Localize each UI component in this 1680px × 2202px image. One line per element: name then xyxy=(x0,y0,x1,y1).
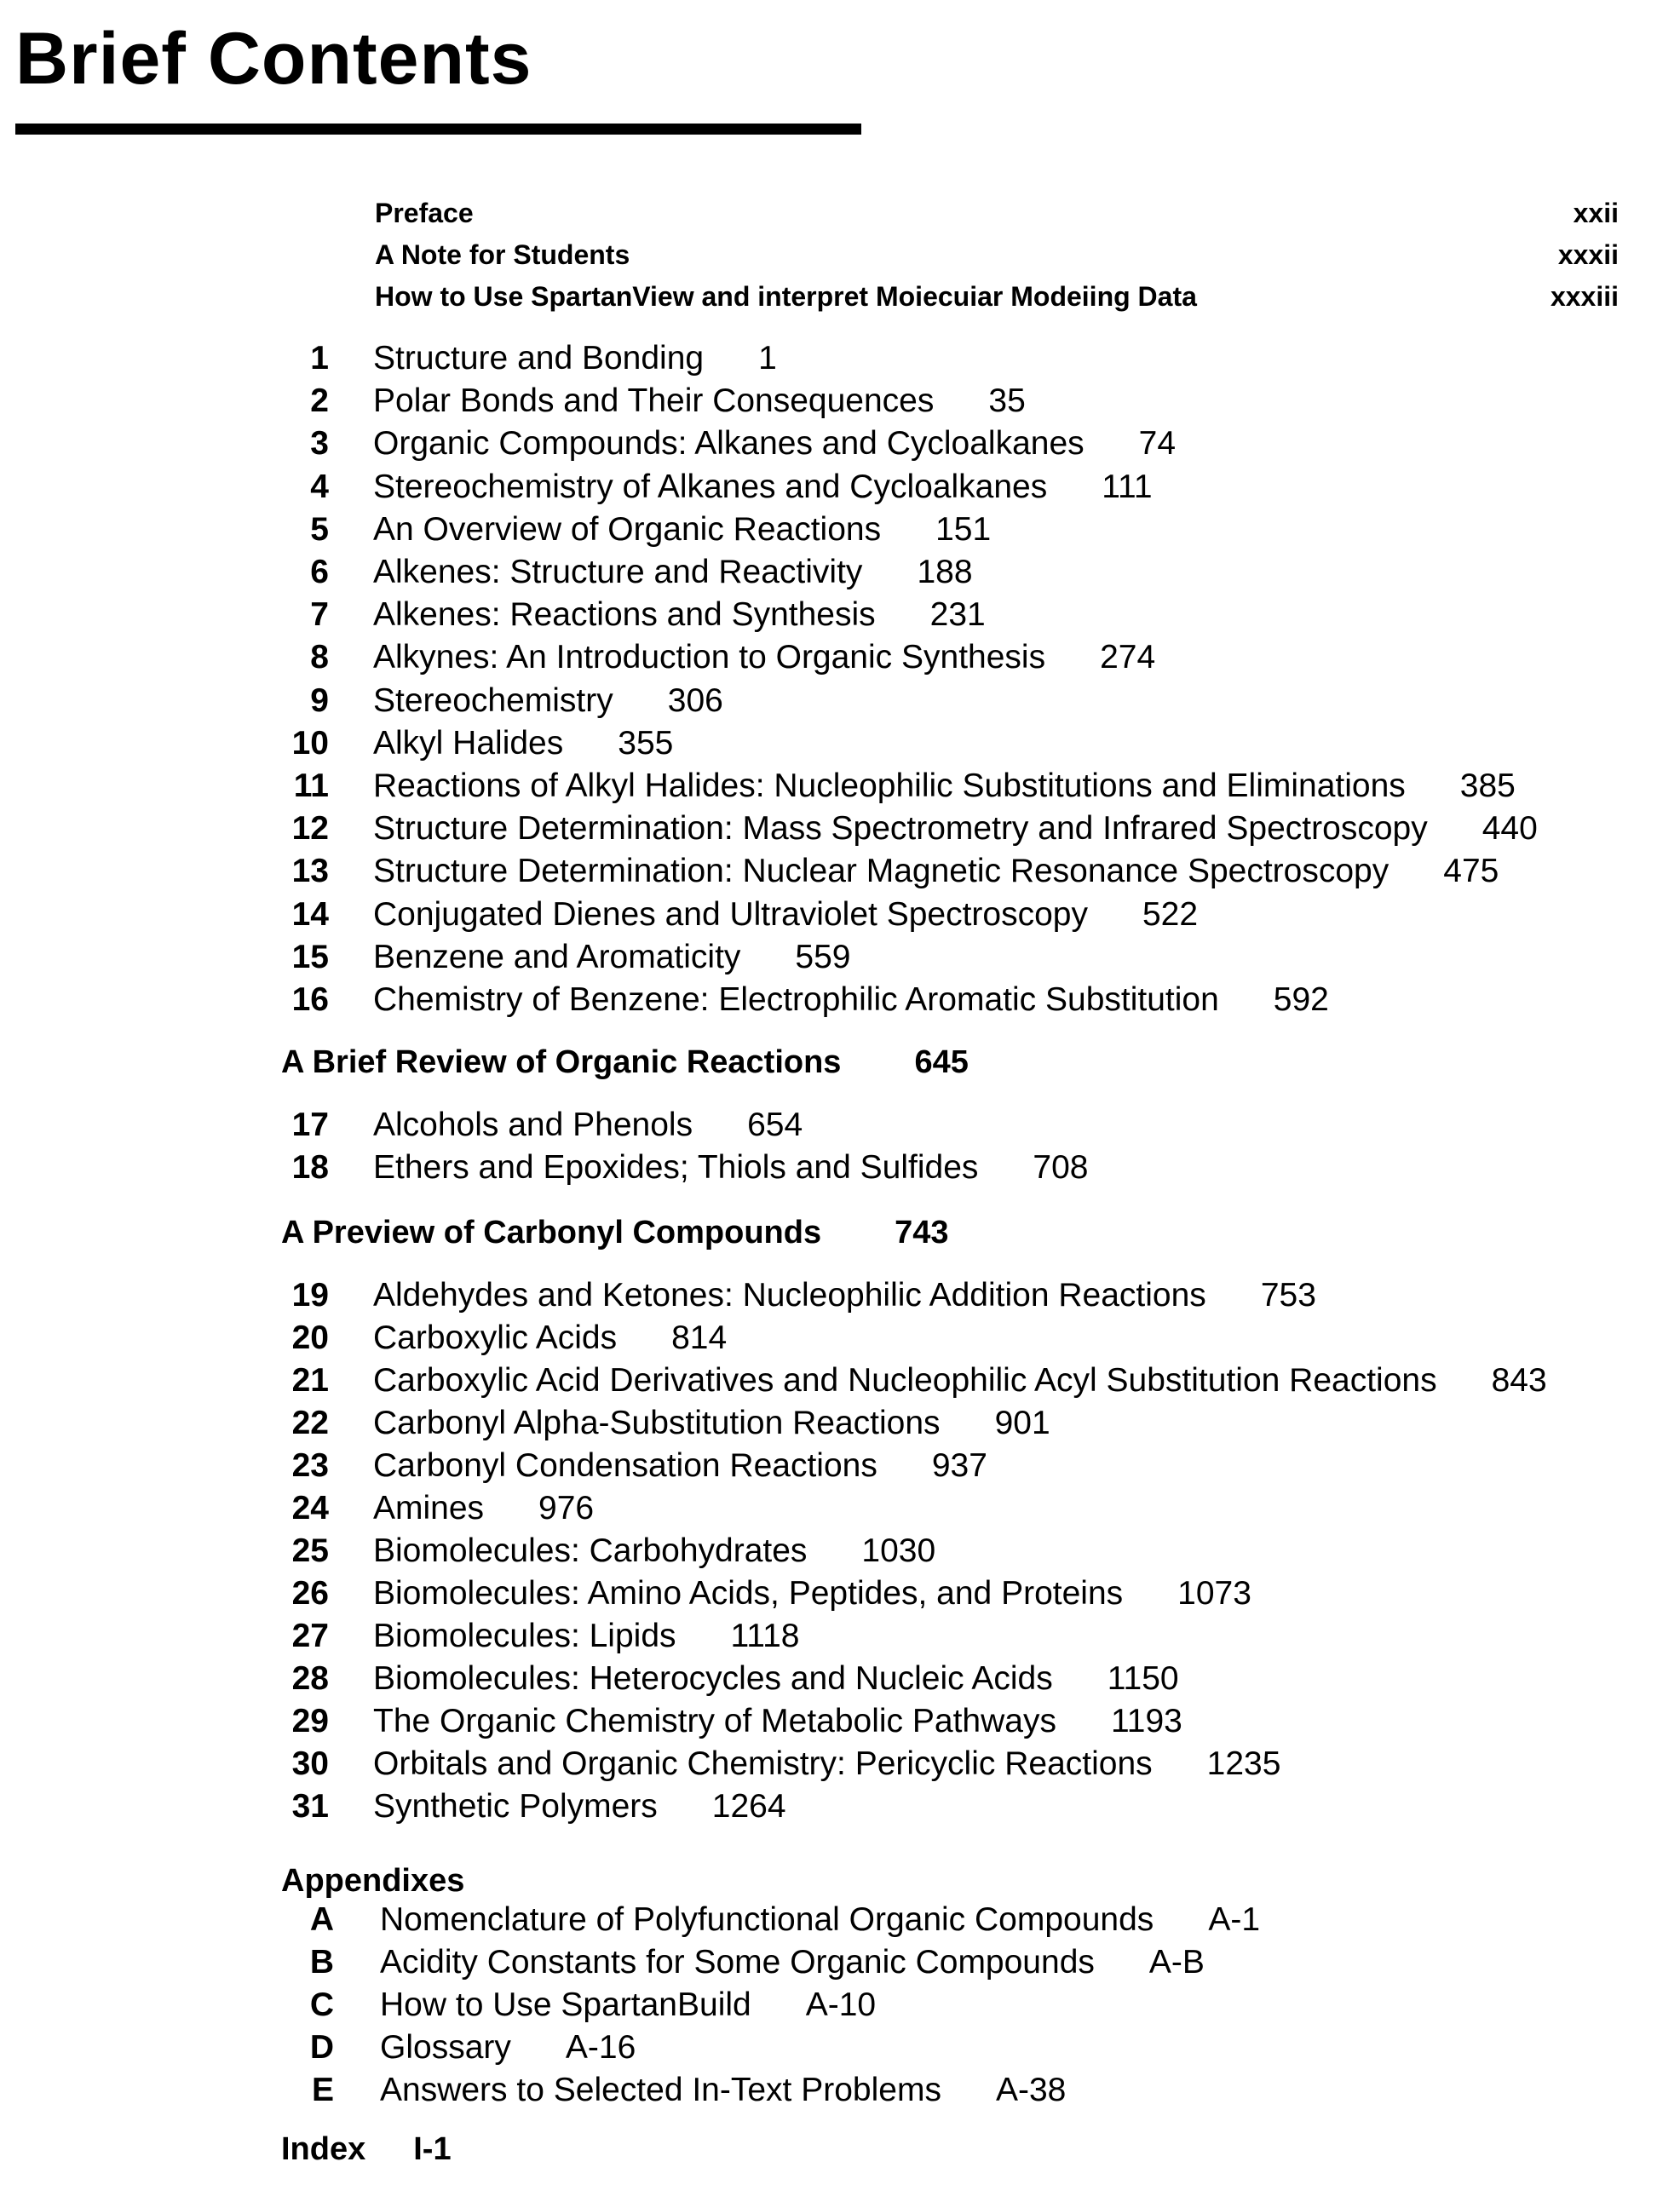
entry-page: A-10 xyxy=(805,1986,877,2023)
entry-number: 24 xyxy=(291,1490,329,1526)
entry-title: Aldehydes and Ketones: Nucleophilic Addition Reactions xyxy=(373,1277,1206,1314)
entry-page: 753 xyxy=(1260,1277,1316,1314)
entry-number: 2 xyxy=(310,382,329,420)
entry-number: 18 xyxy=(291,1149,329,1186)
entry-title: Preface xyxy=(375,198,474,228)
entry-page: 475 xyxy=(1443,853,1499,890)
entry-text xyxy=(373,1360,1547,1402)
entry-text xyxy=(373,808,1538,850)
entry-number: 23 xyxy=(291,1447,329,1484)
entry-title: Carboxylic Acid Derivatives and Nucleophilic Acyl Substitution Reactions xyxy=(373,1362,1437,1399)
entry-title: Stereochemistry xyxy=(373,681,613,719)
entry-text xyxy=(373,979,1329,1021)
entry-number: 12 xyxy=(291,810,329,848)
entry-title: Amines xyxy=(373,1490,485,1526)
entry-title: Glossary xyxy=(380,2029,511,2066)
entry-text xyxy=(380,2069,1066,2112)
entry-title: Carbonyl Alpha-Substitution Reactions xyxy=(373,1405,941,1441)
entry-page: A-1 xyxy=(1208,1901,1261,1938)
entry-page: 901 xyxy=(994,1405,1050,1441)
entry-number: 7 xyxy=(310,596,329,634)
entry-text xyxy=(373,1785,786,1828)
entry-title: Stereochemistry of Alkanes and Cycloalkanes xyxy=(373,468,1048,505)
title-rule xyxy=(15,124,861,135)
entry-number: 9 xyxy=(310,681,329,719)
entry-page: 559 xyxy=(795,938,851,975)
section-title: A Preview of Carbonyl Compounds xyxy=(281,1215,822,1250)
entry-text xyxy=(373,1487,594,1530)
entry-number: 21 xyxy=(291,1362,329,1399)
entry-title: Structure and Bonding xyxy=(373,340,705,377)
entry-title: An Overview of Organic Reactions xyxy=(373,510,882,548)
entry-text xyxy=(373,1530,935,1572)
entry-page: 440 xyxy=(1482,810,1538,848)
entry-number: 27 xyxy=(291,1618,329,1654)
entry-number: 20 xyxy=(291,1319,329,1356)
entry-text xyxy=(373,1147,1088,1189)
entry-page: 1 xyxy=(758,340,777,377)
entry-title: Biomolecules: Carbohydrates xyxy=(373,1532,808,1569)
entry-title: Alkenes: Reactions and Synthesis xyxy=(373,596,876,634)
section-review-heading xyxy=(281,1041,969,1084)
entry-number: C xyxy=(309,1986,334,2023)
entry-text xyxy=(373,1572,1251,1615)
entry-title: Conjugated Dienes and Ultraviolet Spectroscopy xyxy=(373,895,1088,933)
entry-title: A Note for Students xyxy=(375,239,630,270)
entry-page: 35 xyxy=(988,382,1026,420)
front-matter-entry xyxy=(375,194,1619,232)
section-title: A Brief Review of Organic Reactions xyxy=(281,1044,842,1080)
appendixes-heading: Appendixes xyxy=(281,1863,465,1899)
entry-number: 1 xyxy=(310,340,329,377)
entry-number: 13 xyxy=(291,853,329,890)
entry-text xyxy=(373,936,851,979)
entry-text xyxy=(373,423,1176,465)
entry-text xyxy=(373,594,986,636)
entry-title: The Organic Chemistry of Metabolic Pathways xyxy=(373,1703,1056,1739)
entry-text xyxy=(373,765,1516,808)
entry-page: 151 xyxy=(935,510,992,548)
entry-text xyxy=(380,1899,1260,1941)
entry-text xyxy=(373,1658,1179,1700)
entry-number: 29 xyxy=(291,1703,329,1739)
section-page: 743 xyxy=(895,1215,949,1250)
entry-page: 306 xyxy=(667,681,723,719)
entry-text xyxy=(373,850,1499,893)
entry-title: Polar Bonds and Their Consequences xyxy=(373,382,935,420)
entry-number: 3 xyxy=(310,425,329,463)
entry-number: 16 xyxy=(291,981,329,1018)
entry-number: 14 xyxy=(291,895,329,933)
entry-text xyxy=(373,1274,1316,1317)
entry-page: 708 xyxy=(1033,1149,1089,1186)
entry-text xyxy=(380,1984,876,2027)
entry-title: Alkynes: An Introduction to Organic Synthesis xyxy=(373,639,1046,676)
entry-number: 22 xyxy=(291,1405,329,1441)
entry-title: Acidity Constants for Some Organic Compounds xyxy=(380,1944,1095,1981)
entry-page: 1150 xyxy=(1107,1660,1179,1697)
entry-number: 15 xyxy=(291,938,329,975)
entry-number: 26 xyxy=(291,1575,329,1612)
entry-number: 28 xyxy=(291,1660,329,1697)
entry-text xyxy=(373,636,1155,679)
entry-page: xxxii xyxy=(1557,239,1619,270)
entry-title: Biomolecules: Lipids xyxy=(373,1618,676,1654)
page-title: Brief Contents xyxy=(15,18,532,100)
entry-title: Structure Determination: Mass Spectrometry and Infrared Spectroscopy xyxy=(373,810,1428,848)
entry-number: 11 xyxy=(293,768,329,804)
section-page: 645 xyxy=(914,1044,969,1080)
index-title: Index xyxy=(281,2131,366,2167)
entry-page: A-B xyxy=(1148,1944,1205,1981)
entry-title: Biomolecules: Amino Acids, Peptides, and Proteins xyxy=(373,1575,1124,1612)
entry-title: Answers to Selected In-Text Problems xyxy=(380,2072,941,2108)
entry-text xyxy=(373,1317,727,1360)
entry-text xyxy=(373,1402,1050,1445)
entry-page: 355 xyxy=(618,724,674,762)
entry-title: Ethers and Epoxides; Thiols and Sulfides xyxy=(373,1149,979,1186)
index-page: I-1 xyxy=(413,2131,452,2167)
entry-number: D xyxy=(309,2029,334,2066)
index-entry xyxy=(281,2128,452,2170)
entry-text xyxy=(373,337,777,380)
front-matter-entry xyxy=(375,236,1619,273)
entry-page: 74 xyxy=(1138,425,1177,463)
entry-number: 4 xyxy=(310,468,329,505)
entry-title: Biomolecules: Heterocycles and Nucleic Acids xyxy=(373,1660,1053,1697)
entry-text xyxy=(380,1941,1205,1984)
entry-page: 1073 xyxy=(1177,1575,1251,1612)
entry-number: 6 xyxy=(310,554,329,590)
entry-page: 188 xyxy=(917,554,973,590)
entry-number: 31 xyxy=(291,1788,329,1825)
entry-text xyxy=(373,894,1198,936)
entry-text xyxy=(373,509,991,551)
entry-number: 5 xyxy=(310,510,329,548)
entry-text xyxy=(373,1445,987,1487)
entry-text xyxy=(373,466,1153,509)
entry-page: 814 xyxy=(671,1319,728,1356)
entry-text xyxy=(373,551,973,594)
entry-title: Structure Determination: Nuclear Magnetic Resonance Spectroscopy xyxy=(373,853,1389,890)
entry-title: Benzene and Aromaticity xyxy=(373,938,741,975)
entry-page: 592 xyxy=(1273,981,1329,1018)
entry-number: B xyxy=(309,1944,334,1981)
entry-page: 1264 xyxy=(711,1788,786,1825)
entry-text xyxy=(373,1104,803,1147)
entry-text xyxy=(373,1743,1280,1785)
entry-text xyxy=(373,722,673,765)
entry-number: 30 xyxy=(291,1745,329,1782)
entry-title: How to Use SpartanView and interpret Moiecuiar Modeiing Data xyxy=(375,281,1197,312)
entry-title: Alcohols and Phenols xyxy=(373,1107,693,1143)
entry-page: 1030 xyxy=(861,1532,936,1569)
entry-title: Alkenes: Structure and Reactivity xyxy=(373,554,863,590)
entry-number: 17 xyxy=(291,1107,329,1143)
entry-title: Nomenclature of Polyfunctional Organic Compounds xyxy=(380,1901,1154,1938)
entry-text xyxy=(373,1700,1182,1743)
entry-title: Carboxylic Acids xyxy=(373,1319,618,1356)
entry-page: A-16 xyxy=(565,2029,636,2066)
entry-page: 111 xyxy=(1102,468,1153,505)
entry-page: xxii xyxy=(1573,198,1619,228)
entry-page: 976 xyxy=(538,1490,595,1526)
section-preview-heading xyxy=(281,1211,949,1254)
entry-title: Reactions of Alkyl Halides: Nucleophilic Substitutions and Eliminations xyxy=(373,768,1406,804)
front-matter-entry xyxy=(375,278,1619,315)
entry-title: Chemistry of Benzene: Electrophilic Aromatic Substitution xyxy=(373,981,1219,1018)
entry-page: 522 xyxy=(1142,895,1199,933)
entry-text xyxy=(373,380,1026,423)
entry-page: 654 xyxy=(747,1107,803,1143)
entry-title: Alkyl Halides xyxy=(373,724,564,762)
entry-title: Synthetic Polymers xyxy=(373,1788,658,1825)
entry-title: Carbonyl Condensation Reactions xyxy=(373,1447,877,1484)
entry-page: 1193 xyxy=(1110,1703,1182,1739)
entry-title: Organic Compounds: Alkanes and Cycloalkanes xyxy=(373,425,1085,463)
entry-page: 1235 xyxy=(1206,1745,1281,1782)
entry-page: 385 xyxy=(1459,768,1516,804)
entry-title: Orbitals and Organic Chemistry: Pericyclic Reactions xyxy=(373,1745,1153,1782)
entry-number: 10 xyxy=(291,724,329,762)
entry-page: 1118 xyxy=(730,1618,800,1654)
entry-page: 843 xyxy=(1491,1362,1547,1399)
entry-text xyxy=(380,2027,636,2069)
entry-number: 8 xyxy=(310,639,329,676)
entry-text xyxy=(373,680,723,722)
entry-page: 274 xyxy=(1100,639,1156,676)
entry-number: 19 xyxy=(291,1277,329,1314)
entry-page: A-38 xyxy=(995,2072,1067,2108)
entry-title: How to Use SpartanBuild xyxy=(380,1986,751,2023)
entry-page: xxxiii xyxy=(1550,281,1619,312)
entry-number: 25 xyxy=(291,1532,329,1569)
entry-page: 231 xyxy=(929,596,986,634)
entry-text xyxy=(373,1615,800,1658)
entry-page: 937 xyxy=(931,1447,987,1484)
entry-number: E xyxy=(311,2072,334,2108)
entry-number: A xyxy=(309,1901,334,1938)
